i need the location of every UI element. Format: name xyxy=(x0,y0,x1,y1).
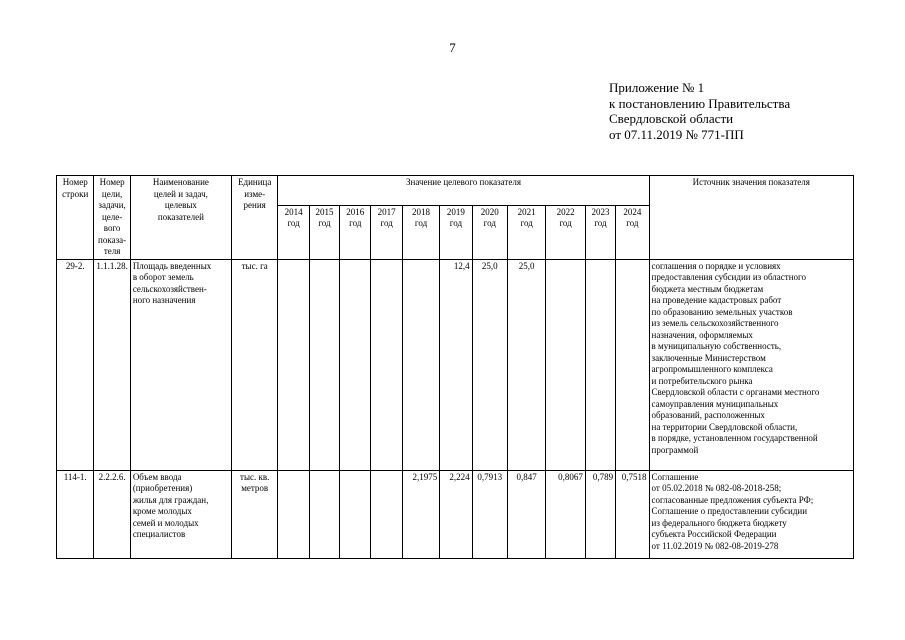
cell-row-number: 29-2. xyxy=(57,259,94,470)
header-source: Источник значения показателя xyxy=(649,176,853,260)
cell-value xyxy=(585,259,615,470)
cell-unit: тыс. га xyxy=(231,259,278,470)
cell-goal-number: 1.1.1.28. xyxy=(94,259,130,470)
indicators-table xyxy=(56,175,854,559)
cell-value: 0,7518 xyxy=(616,470,649,558)
cell-value: 0,847 xyxy=(507,470,545,558)
cell-value xyxy=(278,259,309,470)
header-year: 2021 год xyxy=(507,205,545,259)
cell-value xyxy=(616,259,649,470)
header-year: 2020 год xyxy=(472,205,507,259)
header-values-group: Значение целевого показателя xyxy=(278,176,649,206)
cell-value: 0,8067 xyxy=(546,470,585,558)
cell-goal-number: 2.2.2.6. xyxy=(94,470,130,558)
table-row xyxy=(57,259,854,470)
appendix-line: к постановлению Правительства xyxy=(609,95,791,111)
cell-value: 2,1975 xyxy=(402,470,439,558)
cell-value: 0,7913 xyxy=(472,470,507,558)
cell-row-number: 114-1. xyxy=(57,470,94,558)
appendix-line: от 07.11.2019 № 771-ПП xyxy=(609,126,744,142)
cell-source: соглашения о порядке и условиях предоставления субсидии из областного бюджета местным бюджетам на проведение кадастровых работ по образованию земельных участков из земель сельскохозяйственного назначения, оформляемых в муниципальную собственность, заключенные Министерством агропромышленного комплекса и потребительского рынка Свердловской области с органами местного самоуправления муниципальных образований, расположенных на территории Свердловской области, в порядке, установленном государственной программой xyxy=(649,259,853,470)
cell-value: 2,224 xyxy=(440,470,472,558)
header-name: Наименование целей и задач, целевых показателей xyxy=(130,176,231,260)
cell-value xyxy=(340,470,371,558)
header-row-number: Номер строки xyxy=(57,176,94,260)
appendix-header xyxy=(609,80,790,142)
table-header-row xyxy=(57,176,854,206)
cell-value: 25,0 xyxy=(472,259,507,470)
cell-value xyxy=(278,470,309,558)
cell-name: Площадь введенных в оборот земель сельскохозяйствен- ного назначения xyxy=(130,259,231,470)
header-year: 2019 год xyxy=(440,205,472,259)
header-year: 2023 год xyxy=(585,205,615,259)
header-year: 2024 год xyxy=(616,205,649,259)
cell-value xyxy=(309,259,339,470)
cell-unit: тыс. кв. метров xyxy=(231,470,278,558)
cell-source: Соглашение от 05.02.2018 № 082-08-2018-258; согласованные предложения субъекта РФ; Соглашение о предоставлении субсидии из федерального бюджета бюджету субъекта Российской Федерации от 11.02.2019 № 082-08-2019-278 xyxy=(649,470,853,558)
header-unit: Единица изме- рения xyxy=(231,176,278,260)
header-year: 2014 год xyxy=(278,205,309,259)
cell-value: 12,4 xyxy=(440,259,472,470)
table-row xyxy=(57,470,854,558)
cell-name: Объем ввода (приобретения) жилья для граждан, кроме молодых семей и молодых специалистов xyxy=(130,470,231,558)
cell-value xyxy=(546,259,585,470)
cell-value xyxy=(371,259,402,470)
cell-value: 25,0 xyxy=(507,259,545,470)
page-number: 7 xyxy=(449,40,456,55)
header-year: 2018 год xyxy=(402,205,439,259)
cell-value xyxy=(340,259,371,470)
cell-value xyxy=(309,470,339,558)
cell-value: 0,789 xyxy=(585,470,615,558)
cell-value xyxy=(402,259,439,470)
header-year: 2015 год xyxy=(309,205,339,259)
header-year: 2022 год xyxy=(546,205,585,259)
header-year: 2016 год xyxy=(340,205,371,259)
appendix-line: Приложение № 1 xyxy=(609,80,705,95)
header-goal-number: Номер цели, задачи, целе- вого показа- теля xyxy=(94,176,130,260)
header-year: 2017 год xyxy=(371,205,402,259)
appendix-line: Свердловской области xyxy=(609,111,734,126)
cell-value xyxy=(371,470,402,558)
